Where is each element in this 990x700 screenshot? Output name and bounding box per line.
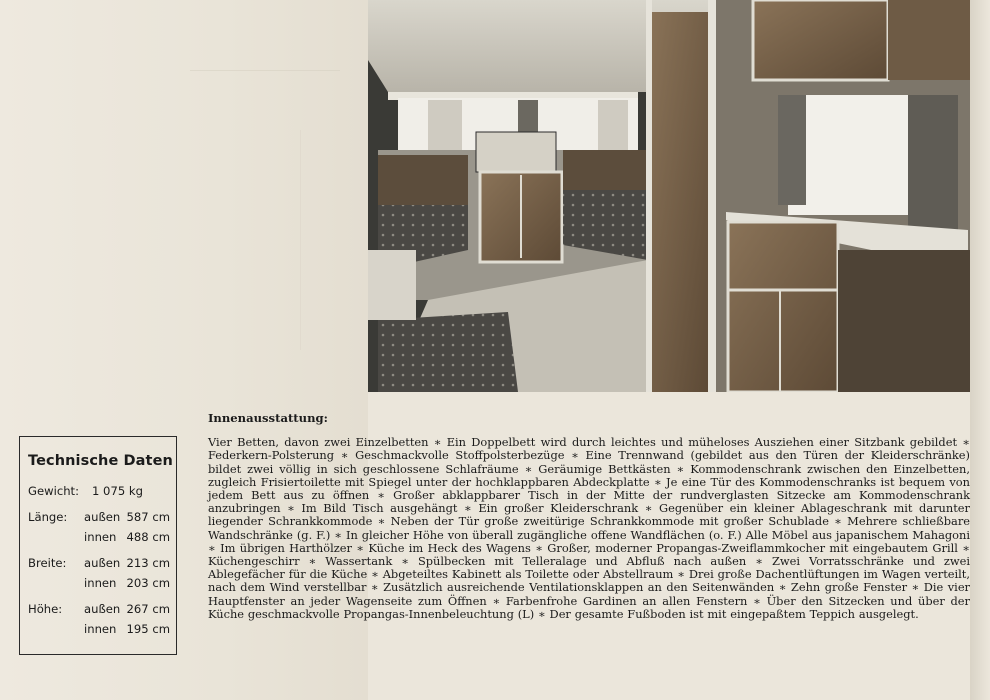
height-outer-value: 267 cm (126, 602, 170, 616)
bleed-through-footer (60, 664, 960, 677)
interior-photo-drawing (368, 0, 970, 392)
inner-label: innen (84, 576, 117, 590)
length-outer-value: 587 cm (126, 510, 170, 524)
height-label: Höhe: (28, 602, 63, 616)
width-inner-row (28, 576, 176, 592)
weight-value: 1 075 kg (92, 484, 143, 498)
length-inner-value: 488 cm (126, 530, 170, 544)
length-outer-row (28, 510, 176, 526)
interior-heading: Innenausstattung: (208, 411, 328, 425)
height-inner-row (28, 622, 176, 638)
bleed-through-ghost (190, 70, 340, 111)
interior-body-text: Vier Betten, davon zwei Einzelbetten ∗ Ein Doppelbett wird durch leichtes und müheloses Ausziehen einer Sitzbank gebildet ∗ Federkern-Polsterung ∗ Geschmackvolle Stoffpolsterbezüge ∗ Eine Trennwand (gebildet aus den Türen der Kleiderschränke) bildet zwei völlig in sich geschlossene Schlafräume ∗ Geräumige Bettkästen ∗ Kommodenschrank zwischen den Einzelbetten, zugleich Frisiertoilette mit Spiegel unter der hochklappbaren Abdeckplatte ∗ Je eine Tür des Kommodenschranks ist bequem von jedem Bett aus zu öffnen ∗ Großer abklappbarer Tisch in der Mitte der rundverglasten Sitzecke am Kommodenschrank anzubringen ∗ Im Bild Tisch ausgehängt ∗ Ein großer Kleiderschrank ∗ Gegenüber ein kleiner Ablageschrank mit darunter liegender Schrankkommode ∗ Neben der Tür große zweitürige Schrankkommode mit großer Schublade ∗ Mehrere schließbare Wandschränke (g. F.) ∗ In gleicher Höhe von überall zugängliche offene Wandflächen (o. F.) Alle Möbel aus japanischem Mahagoni ∗ Im übrigen Harthölzer ∗ Küche im Heck des Wagens ∗ Großer, moderner Propangas-Zweiflammkocher mit eingebautem Grill ∗ Küchengeschirr ∗ Wassertank ∗ Spülbecken mit Telleralage und Abfluß nach außen ∗ Zwei Vorratsschränke und zwei Ablegefächer für die Küche ∗ Abgeteiltes Kabinett als Toilette oder Abstellraum ∗ Drei große Dachentlüftungen im Wagen verteilt, nach dem Wind verstellbar ∗ Zusätzlich ausreichende Ventilationsklappen an den Seitenwänden ∗ Zehn große Fenster ∗ Die vier Hauptfenster an jeder Wagenseite zum Öffnen ∗ Farbenfrohe Gardinen an allen Fenstern ∗ Über den Sitzecken und über der Küche geschmackvolle Propangas-Innenbeleuchtung (L) ∗ Der gesamte Fußboden ist mit eingepaßtem Teppich ausgelegt. (208, 435, 970, 621)
width-inner-value: 203 cm (126, 576, 170, 590)
technical-data-box (19, 436, 177, 655)
length-label: Länge: (28, 510, 68, 524)
height-inner-value: 195 cm (126, 622, 170, 636)
width-label: Breite: (28, 556, 67, 570)
page-edge (970, 0, 990, 700)
weight-label: Gewicht: (28, 484, 79, 498)
inner-label: innen (84, 622, 117, 636)
width-outer-value: 213 cm (126, 556, 170, 570)
length-inner-row (28, 530, 176, 546)
weight-row (28, 484, 176, 500)
width-outer-row (28, 556, 176, 572)
outer-label: außen (84, 602, 121, 616)
caravan-interior-photo (368, 0, 970, 392)
bleed-through-ghost (300, 130, 361, 350)
outer-label: außen (84, 556, 121, 570)
height-outer-row (28, 602, 176, 618)
outer-label: außen (84, 510, 121, 524)
interior-description (208, 412, 970, 621)
technical-data-title: Technische Daten (28, 453, 173, 469)
inner-label: innen (84, 530, 117, 544)
